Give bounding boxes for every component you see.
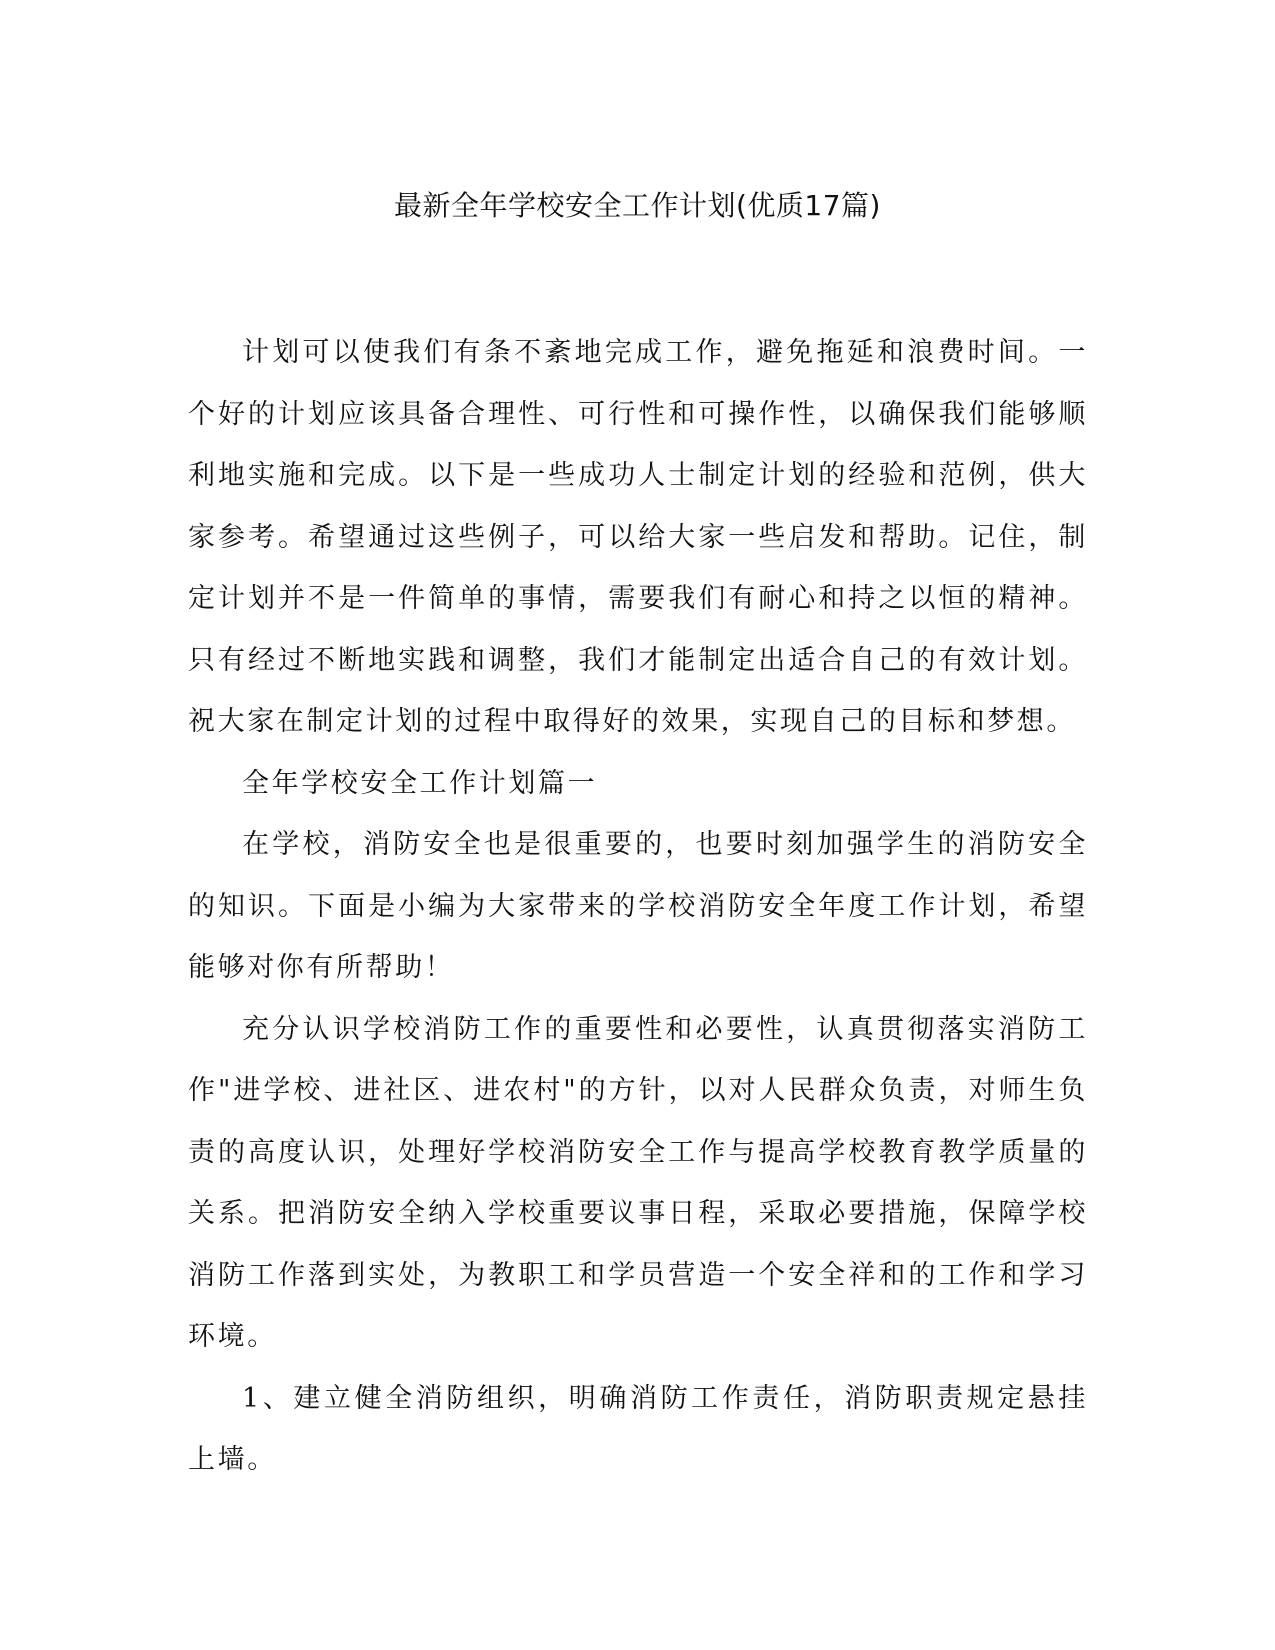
document-body — [188, 322, 1088, 1491]
list-item: 1、建立健全消防组织，明确消防工作责任，消防职责规定悬挂上墙。 — [188, 1382, 1088, 1475]
document-title: 最新全年学校安全工作计划(优质17篇) — [394, 189, 881, 222]
section-heading: 全年学校安全工作计划篇一 — [242, 767, 598, 799]
intro-paragraph: 计划可以使我们有条不紊地完成工作，避免拖延和浪费时间。一个好的计划应该具备合理性、可行性和可操作性，以确保我们能够顺利地实施和完成。以下是一些成功人士制定计划的经验和范例，供大家参考。希望通过这些例子，可以给大家一些启发和帮助。记住，制定计划并不是一件简单的事情，需要我们有耐心和持之以恒的精神。只有经过不断地实践和调整，我们才能制定出适合自己的有效计划。祝大家在制定计划的过程中取得好的效果，实现自己的目标和梦想。 — [188, 337, 1088, 737]
policy-paragraph: 充分认识学校消防工作的重要性和必要性，认真贯彻落实消防工作"进学校、进社区、进农村"的方针，以对人民群众负责，对师生负责的高度认识，处理好学校消防安全工作与提高学校教育教学质量的关系。把消防安全纳入学校重要议事日程，采取必要措施，保障学校消防工作落到实处，为教职工和学员营造一个安全祥和的工作和学习环境。 — [188, 1013, 1088, 1352]
section-intro-paragraph: 在学校，消防安全也是很重要的，也要时刻加强学生的消防安全的知识。下面是小编为大家带来的学校消防安全年度工作计划，希望能够对你有所帮助！ — [188, 829, 1088, 983]
